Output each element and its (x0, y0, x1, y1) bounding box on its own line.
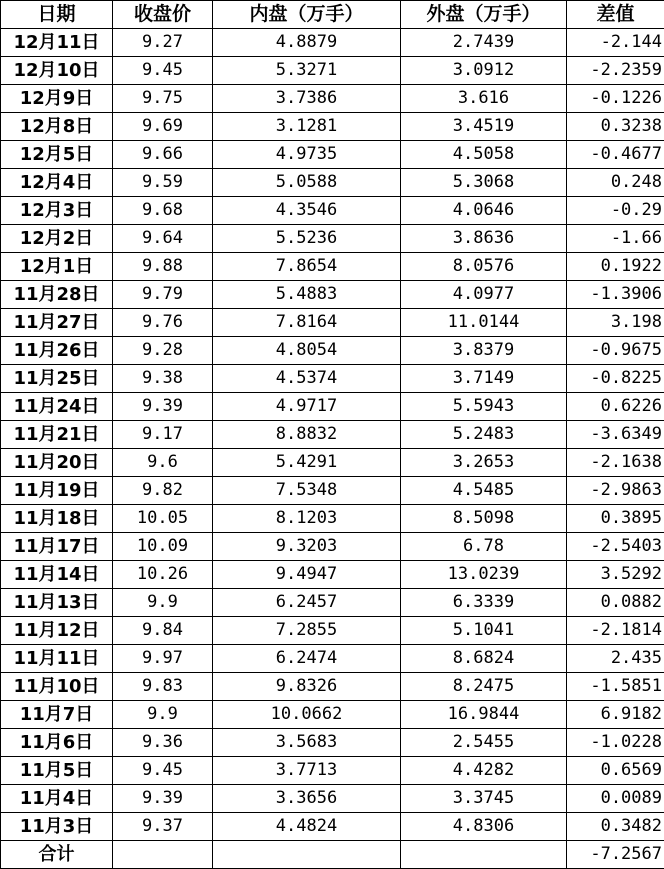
outer-volume-cell: 8.0576 (401, 253, 567, 281)
difference-cell: 3.5292 (567, 561, 664, 589)
table-row (1, 589, 664, 617)
table-row (1, 757, 664, 785)
inner-volume-cell: 7.8164 (213, 309, 401, 337)
date-cell: 11月27日 (1, 309, 113, 337)
close-price-cell: 9.6 (113, 449, 213, 477)
table-row (1, 477, 664, 505)
outer-volume-cell: 8.5098 (401, 505, 567, 533)
outer-volume-cell: 4.5058 (401, 141, 567, 169)
date-cell: 11月20日 (1, 449, 113, 477)
outer-volume-cell: 3.7149 (401, 365, 567, 393)
outer-volume-cell: 4.8306 (401, 813, 567, 841)
inner-volume-cell: 4.9717 (213, 393, 401, 421)
table-row (1, 785, 664, 813)
date-cell: 11月10日 (1, 673, 113, 701)
close-price-cell: 9.9 (113, 589, 213, 617)
date-cell: 11月4日 (1, 785, 113, 813)
outer-volume-cell: 4.0977 (401, 281, 567, 309)
close-price-cell: 9.68 (113, 197, 213, 225)
table-row (1, 337, 664, 365)
outer-volume-cell: 11.0144 (401, 309, 567, 337)
date-cell: 11月28日 (1, 281, 113, 309)
table-row (1, 57, 664, 85)
total-empty-cell (213, 841, 401, 869)
date-cell: 11月5日 (1, 757, 113, 785)
inner-volume-cell: 3.7386 (213, 85, 401, 113)
table-row (1, 253, 664, 281)
inner-volume-cell: 4.9735 (213, 141, 401, 169)
difference-cell: 0.0089 (567, 785, 664, 813)
close-price-cell: 9.64 (113, 225, 213, 253)
inner-volume-cell: 5.3271 (213, 57, 401, 85)
table-row (1, 85, 664, 113)
inner-volume-cell: 3.7713 (213, 757, 401, 785)
outer-volume-cell: 5.3068 (401, 169, 567, 197)
outer-volume-cell: 5.5943 (401, 393, 567, 421)
date-cell: 11月21日 (1, 421, 113, 449)
date-cell: 11月24日 (1, 393, 113, 421)
inner-volume-cell: 9.3203 (213, 533, 401, 561)
outer-volume-cell: 5.2483 (401, 421, 567, 449)
close-price-cell: 9.75 (113, 85, 213, 113)
date-cell: 12月8日 (1, 113, 113, 141)
difference-cell: 3.198 (567, 309, 664, 337)
close-price-cell: 9.83 (113, 673, 213, 701)
difference-cell: -2.1814 (567, 617, 664, 645)
date-cell: 12月2日 (1, 225, 113, 253)
table-row (1, 701, 664, 729)
close-price-cell: 9.45 (113, 757, 213, 785)
outer-volume-cell: 8.2475 (401, 673, 567, 701)
header-outer-volume: 外盘（万手） (401, 1, 567, 29)
inner-volume-cell: 7.2855 (213, 617, 401, 645)
close-price-cell: 9.82 (113, 477, 213, 505)
outer-volume-cell: 3.3745 (401, 785, 567, 813)
inner-volume-cell: 5.0588 (213, 169, 401, 197)
header-row (1, 1, 664, 29)
outer-volume-cell: 2.5455 (401, 729, 567, 757)
difference-cell: 0.248 (567, 169, 664, 197)
inner-volume-cell: 3.3656 (213, 785, 401, 813)
close-price-cell: 9.39 (113, 393, 213, 421)
difference-cell: 0.0882 (567, 589, 664, 617)
total-empty-cell (113, 841, 213, 869)
table-row (1, 309, 664, 337)
total-row (1, 841, 664, 869)
date-cell: 11月12日 (1, 617, 113, 645)
outer-volume-cell: 16.9844 (401, 701, 567, 729)
close-price-cell: 9.45 (113, 57, 213, 85)
table-row (1, 421, 664, 449)
table-body (1, 29, 664, 841)
total-empty-cell (401, 841, 567, 869)
total-value: -7.2567 (567, 841, 664, 869)
close-price-cell: 9.66 (113, 141, 213, 169)
table-row (1, 29, 664, 57)
table-row (1, 729, 664, 757)
difference-cell: -0.1226 (567, 85, 664, 113)
date-cell: 12月3日 (1, 197, 113, 225)
date-cell: 11月11日 (1, 645, 113, 673)
outer-volume-cell: 3.2653 (401, 449, 567, 477)
outer-volume-cell: 3.0912 (401, 57, 567, 85)
inner-volume-cell: 5.4291 (213, 449, 401, 477)
table-row (1, 393, 664, 421)
inner-volume-cell: 8.8832 (213, 421, 401, 449)
difference-cell: -0.8225 (567, 365, 664, 393)
close-price-cell: 9.9 (113, 701, 213, 729)
close-price-cell: 10.26 (113, 561, 213, 589)
difference-cell: -2.1638 (567, 449, 664, 477)
outer-volume-cell: 3.8636 (401, 225, 567, 253)
date-cell: 11月25日 (1, 365, 113, 393)
close-price-cell: 9.27 (113, 29, 213, 57)
table-row (1, 617, 664, 645)
header-difference: 差值 (567, 1, 664, 29)
difference-cell: -1.66 (567, 225, 664, 253)
inner-volume-cell: 4.8054 (213, 337, 401, 365)
outer-volume-cell: 2.7439 (401, 29, 567, 57)
table-row (1, 645, 664, 673)
difference-cell: 0.3238 (567, 113, 664, 141)
difference-cell: -2.144 (567, 29, 664, 57)
close-price-cell: 9.84 (113, 617, 213, 645)
close-price-cell: 9.76 (113, 309, 213, 337)
date-cell: 12月1日 (1, 253, 113, 281)
inner-volume-cell: 5.4883 (213, 281, 401, 309)
difference-cell: -0.9675 (567, 337, 664, 365)
inner-volume-cell: 6.2474 (213, 645, 401, 673)
difference-cell: 0.6226 (567, 393, 664, 421)
date-cell: 11月13日 (1, 589, 113, 617)
table-row (1, 197, 664, 225)
date-cell: 12月5日 (1, 141, 113, 169)
table-row (1, 365, 664, 393)
difference-cell: 0.3895 (567, 505, 664, 533)
close-price-cell: 9.88 (113, 253, 213, 281)
header-date: 日期 (1, 1, 113, 29)
outer-volume-cell: 4.4282 (401, 757, 567, 785)
date-cell: 11月14日 (1, 561, 113, 589)
difference-cell: 0.6569 (567, 757, 664, 785)
table-row (1, 113, 664, 141)
outer-volume-cell: 5.1041 (401, 617, 567, 645)
inner-volume-cell: 4.5374 (213, 365, 401, 393)
table-row (1, 169, 664, 197)
close-price-cell: 9.28 (113, 337, 213, 365)
inner-volume-cell: 3.5683 (213, 729, 401, 757)
difference-cell: -2.9863 (567, 477, 664, 505)
date-cell: 11月19日 (1, 477, 113, 505)
table-row (1, 141, 664, 169)
difference-cell: -3.6349 (567, 421, 664, 449)
outer-volume-cell: 4.0646 (401, 197, 567, 225)
close-price-cell: 9.59 (113, 169, 213, 197)
outer-volume-cell: 8.6824 (401, 645, 567, 673)
date-cell: 12月10日 (1, 57, 113, 85)
inner-volume-cell: 7.8654 (213, 253, 401, 281)
date-cell: 11月18日 (1, 505, 113, 533)
inner-volume-cell: 9.4947 (213, 561, 401, 589)
date-cell: 12月4日 (1, 169, 113, 197)
header-inner-volume: 内盘（万手） (213, 1, 401, 29)
inner-volume-cell: 6.2457 (213, 589, 401, 617)
date-cell: 11月7日 (1, 701, 113, 729)
inner-volume-cell: 5.5236 (213, 225, 401, 253)
outer-volume-cell: 6.78 (401, 533, 567, 561)
outer-volume-cell: 3.616 (401, 85, 567, 113)
inner-volume-cell: 7.5348 (213, 477, 401, 505)
total-label: 合计 (1, 841, 113, 869)
date-cell: 12月9日 (1, 85, 113, 113)
difference-cell: 0.3482 (567, 813, 664, 841)
difference-cell: -1.5851 (567, 673, 664, 701)
close-price-cell: 9.97 (113, 645, 213, 673)
inner-volume-cell: 4.3546 (213, 197, 401, 225)
header-close-price: 收盘价 (113, 1, 213, 29)
inner-volume-cell: 8.1203 (213, 505, 401, 533)
difference-cell: -1.0228 (567, 729, 664, 757)
table-row (1, 673, 664, 701)
close-price-cell: 9.36 (113, 729, 213, 757)
outer-volume-cell: 4.5485 (401, 477, 567, 505)
close-price-cell: 9.38 (113, 365, 213, 393)
date-cell: 12月11日 (1, 29, 113, 57)
inner-volume-cell: 4.4824 (213, 813, 401, 841)
difference-cell: 6.9182 (567, 701, 664, 729)
difference-cell: -2.2359 (567, 57, 664, 85)
date-cell: 11月26日 (1, 337, 113, 365)
table-row (1, 813, 664, 841)
difference-cell: -1.3906 (567, 281, 664, 309)
inner-volume-cell: 10.0662 (213, 701, 401, 729)
close-price-cell: 9.79 (113, 281, 213, 309)
inner-volume-cell: 9.8326 (213, 673, 401, 701)
table-row (1, 449, 664, 477)
inner-volume-cell: 4.8879 (213, 29, 401, 57)
close-price-cell: 9.17 (113, 421, 213, 449)
close-price-cell: 10.09 (113, 533, 213, 561)
close-price-cell: 10.05 (113, 505, 213, 533)
table-row (1, 533, 664, 561)
outer-volume-cell: 3.8379 (401, 337, 567, 365)
difference-cell: 0.1922 (567, 253, 664, 281)
date-cell: 11月17日 (1, 533, 113, 561)
table-row (1, 561, 664, 589)
close-price-cell: 9.39 (113, 785, 213, 813)
date-cell: 11月3日 (1, 813, 113, 841)
difference-cell: 2.435 (567, 645, 664, 673)
outer-volume-cell: 13.0239 (401, 561, 567, 589)
inner-volume-cell: 3.1281 (213, 113, 401, 141)
date-cell: 11月6日 (1, 729, 113, 757)
difference-cell: -0.4677 (567, 141, 664, 169)
outer-volume-cell: 6.3339 (401, 589, 567, 617)
difference-cell: -2.5403 (567, 533, 664, 561)
difference-cell: -0.29 (567, 197, 664, 225)
table-row (1, 505, 664, 533)
close-price-cell: 9.69 (113, 113, 213, 141)
table-row (1, 281, 664, 309)
outer-volume-cell: 3.4519 (401, 113, 567, 141)
table-row (1, 225, 664, 253)
close-price-cell: 9.37 (113, 813, 213, 841)
